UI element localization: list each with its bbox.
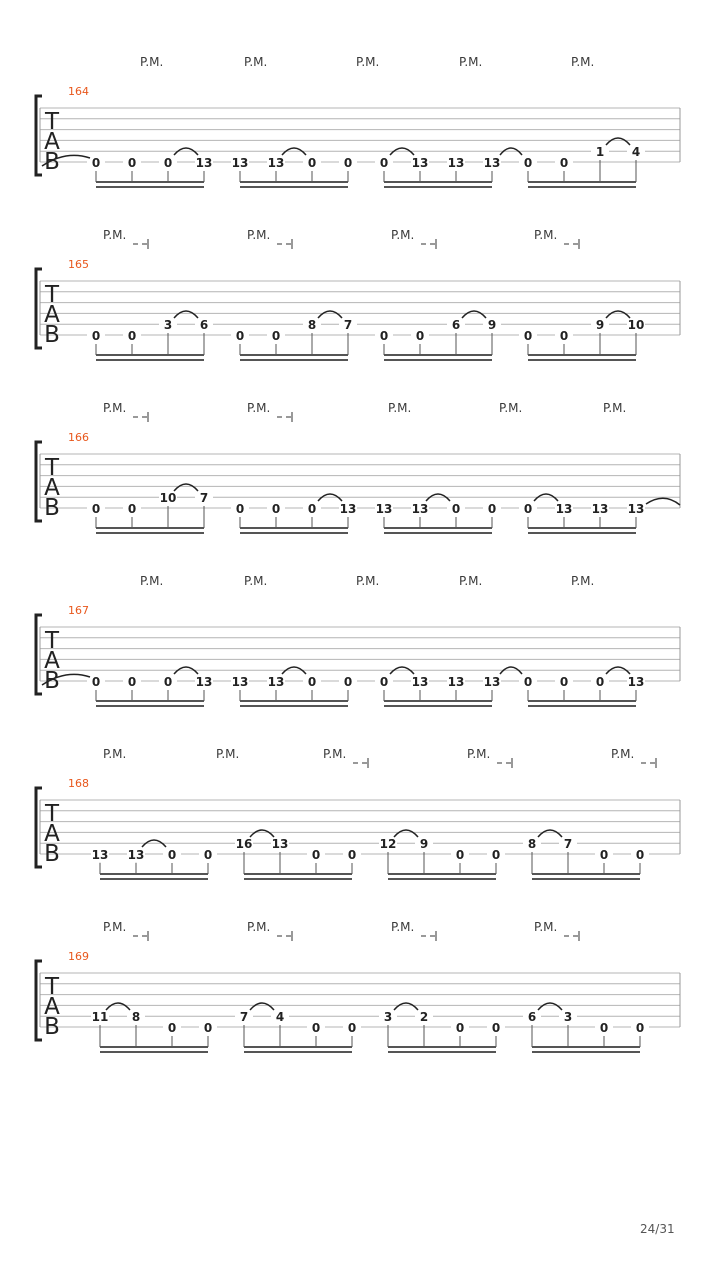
fret-number: 0	[91, 156, 101, 170]
fret-number: 13	[411, 675, 429, 689]
beat-group	[375, 148, 501, 187]
fret-number: 13	[627, 502, 645, 516]
fret-number: 0	[599, 848, 609, 862]
tie-arc	[538, 1003, 562, 1010]
fret-number: 12	[379, 837, 397, 851]
fret-number: 0	[491, 848, 501, 862]
page-number: 24/31	[640, 1222, 675, 1236]
fret-number: 0	[91, 502, 101, 516]
palm-mute-label: P.M.	[247, 401, 271, 415]
fret-number: 0	[635, 1021, 645, 1035]
fret-number: 0	[455, 848, 465, 862]
palm-mute-label: P.M.	[499, 401, 523, 415]
palm-mute-label: P.M.	[103, 747, 127, 761]
bar-number: 168	[68, 777, 89, 790]
fret-number: 8	[307, 318, 317, 332]
palm-mute-label: P.M.	[459, 574, 483, 588]
fret-number: 0	[347, 1021, 357, 1035]
fret-number: 13	[231, 675, 249, 689]
fret-number: 6	[451, 318, 461, 332]
palm-mute-label: P.M.	[391, 920, 415, 934]
fret-number: 9	[595, 318, 605, 332]
tab-clef-letter: B	[44, 841, 60, 867]
fret-number: 0	[379, 675, 389, 689]
fret-number: 6	[527, 1010, 537, 1024]
fret-number: 3	[563, 1010, 573, 1024]
fret-number: 0	[379, 156, 389, 170]
fret-number: 13	[271, 837, 289, 851]
fret-number: 13	[91, 847, 109, 862]
tab-clef-letter: B	[44, 322, 60, 348]
fret-number: 0	[451, 502, 461, 516]
fret-number: 11	[91, 1010, 109, 1024]
fret-number: 0	[163, 156, 173, 170]
beat-group	[375, 494, 501, 533]
tab-clef-letter: A	[44, 475, 60, 501]
fret-number: 0	[127, 156, 137, 170]
fret-number: 10	[627, 318, 645, 332]
palm-mute-label: P.M.	[140, 574, 164, 588]
beat-group	[91, 840, 217, 879]
palm-mute-label: P.M.	[388, 401, 412, 415]
bar-number: 166	[68, 431, 89, 444]
fret-number: 0	[91, 675, 101, 689]
fret-number: 0	[559, 329, 569, 343]
fret-number: 0	[311, 1021, 321, 1035]
fret-number: 0	[343, 675, 353, 689]
palm-mute-label: P.M.	[391, 228, 415, 242]
palm-mute-label: P.M.	[103, 228, 127, 242]
tie-arc	[318, 311, 342, 318]
bar-number: 164	[68, 85, 89, 98]
fret-number: 0	[599, 1021, 609, 1035]
tab-clef-letter: A	[44, 821, 60, 847]
fret-number: 13	[627, 675, 645, 689]
fret-number: 7	[239, 1010, 249, 1024]
palm-mute-label: P.M.	[467, 747, 491, 761]
fret-number: 13	[267, 675, 285, 689]
fret-number: 13	[447, 675, 465, 689]
beat-group	[519, 494, 645, 533]
beat-group	[231, 494, 357, 533]
tab-clef-letter: A	[44, 648, 60, 674]
system-165	[36, 228, 680, 360]
palm-mute-label: P.M.	[103, 401, 127, 415]
tab-clef-letter: B	[44, 495, 60, 521]
palm-mute-label: P.M.	[571, 55, 595, 69]
palm-mute-label: P.M.	[603, 401, 627, 415]
palm-mute-label: P.M.	[247, 228, 271, 242]
tab-clef-letter: T	[44, 109, 60, 135]
beat-group	[87, 667, 213, 706]
tab-clef-letter: T	[44, 628, 60, 654]
fret-number: 7	[199, 491, 209, 505]
tab-clef-letter: T	[44, 974, 60, 1000]
palm-mute-label: P.M.	[247, 920, 271, 934]
palm-mute-label: P.M.	[611, 747, 635, 761]
fret-number: 10	[159, 491, 177, 505]
palm-mute-label: P.M.	[244, 55, 268, 69]
fret-number: 0	[559, 675, 569, 689]
tie-arc	[174, 484, 198, 491]
fret-number: 9	[419, 837, 429, 851]
fret-number: 13	[231, 156, 249, 170]
beat-group	[231, 148, 357, 187]
beat-group	[87, 148, 213, 187]
fret-number: 0	[487, 502, 497, 516]
fret-number: 4	[275, 1010, 285, 1024]
fret-number: 8	[131, 1010, 141, 1024]
beat-group	[519, 667, 645, 706]
fret-number: 0	[523, 156, 533, 170]
fret-number: 13	[447, 156, 465, 170]
palm-mute-label: P.M.	[244, 574, 268, 588]
tie-arc	[174, 311, 198, 318]
palm-mute-label: P.M.	[534, 920, 558, 934]
bar-number: 169	[68, 950, 89, 963]
tab-clef-letter: B	[44, 149, 60, 175]
tie-arc	[606, 311, 630, 318]
fret-number: 0	[167, 848, 177, 862]
bar-number: 165	[68, 258, 89, 271]
fret-number: 13	[411, 156, 429, 170]
beat-group	[231, 667, 357, 706]
bar-number: 167	[68, 604, 89, 617]
tab-clef-letter: T	[44, 282, 60, 308]
system-167	[36, 574, 680, 706]
fret-number: 0	[235, 329, 245, 343]
fret-number: 0	[127, 502, 137, 516]
fret-number: 0	[167, 1021, 177, 1035]
tab-clef-letter: A	[44, 994, 60, 1020]
fret-number: 2	[419, 1010, 429, 1024]
fret-number: 13	[555, 502, 573, 516]
fret-number: 7	[563, 837, 573, 851]
palm-mute-label: P.M.	[356, 55, 380, 69]
palm-mute-label: P.M.	[323, 747, 347, 761]
fret-number: 0	[347, 848, 357, 862]
palm-mute-label: P.M.	[534, 228, 558, 242]
fret-number: 0	[595, 675, 605, 689]
fret-number: 0	[491, 1021, 501, 1035]
fret-number: 9	[487, 318, 497, 332]
tie-arc	[250, 1003, 274, 1010]
fret-number: 13	[267, 156, 285, 170]
tie-arc	[106, 1003, 130, 1010]
system-169	[36, 920, 680, 1052]
fret-number: 0	[127, 329, 137, 343]
fret-number: 0	[203, 848, 213, 862]
fret-number: 4	[631, 145, 641, 159]
tab-clef-letter: T	[44, 455, 60, 481]
fret-number: 13	[591, 502, 609, 516]
fret-number: 0	[523, 502, 533, 516]
tie-arc	[462, 311, 486, 318]
palm-mute-label: P.M.	[571, 574, 595, 588]
fret-number: 0	[127, 675, 137, 689]
tie-out-arc	[646, 498, 680, 505]
fret-number: 7	[343, 318, 353, 332]
system-168	[36, 747, 680, 879]
tie-arc	[250, 830, 274, 837]
fret-number: 0	[235, 502, 245, 516]
beat-group	[375, 667, 501, 706]
fret-number: 6	[199, 318, 209, 332]
fret-number: 0	[523, 329, 533, 343]
fret-number: 13	[127, 847, 145, 862]
palm-mute-label: P.M.	[356, 574, 380, 588]
tie-arc	[394, 1003, 418, 1010]
fret-number: 3	[163, 318, 173, 332]
tie-arc	[538, 830, 562, 837]
fret-number: 0	[343, 156, 353, 170]
tab-clef-letter: B	[44, 668, 60, 694]
fret-number: 0	[307, 502, 317, 516]
fret-number: 0	[379, 329, 389, 343]
fret-number: 1	[595, 145, 605, 159]
fret-number: 13	[195, 675, 213, 689]
tie-arc	[394, 830, 418, 837]
fret-number: 3	[383, 1010, 393, 1024]
fret-number: 13	[195, 156, 213, 170]
tab-clef-letter: A	[44, 129, 60, 155]
fret-number: 0	[271, 502, 281, 516]
palm-mute-label: P.M.	[459, 55, 483, 69]
tab-clef-letter: B	[44, 1014, 60, 1040]
system-166	[36, 401, 680, 533]
fret-number: 0	[307, 156, 317, 170]
fret-number: 13	[339, 502, 357, 516]
tab-clef-letter: A	[44, 302, 60, 328]
fret-number: 0	[163, 675, 173, 689]
system-164	[36, 55, 680, 187]
fret-number: 13	[375, 502, 393, 516]
fret-number: 0	[455, 1021, 465, 1035]
tie-arc	[606, 138, 630, 145]
palm-mute-label: P.M.	[216, 747, 240, 761]
fret-number: 0	[203, 1021, 213, 1035]
fret-number: 13	[411, 502, 429, 516]
palm-mute-label: P.M.	[140, 55, 164, 69]
tab-clef-letter: T	[44, 801, 60, 827]
fret-number: 13	[483, 156, 501, 170]
fret-number: 0	[91, 329, 101, 343]
palm-mute-label: P.M.	[103, 920, 127, 934]
fret-number: 0	[415, 329, 425, 343]
fret-number: 13	[483, 675, 501, 689]
fret-number: 0	[271, 329, 281, 343]
fret-number: 0	[559, 156, 569, 170]
fret-number: 0	[307, 675, 317, 689]
fret-number: 8	[527, 837, 537, 851]
fret-number: 0	[635, 848, 645, 862]
fret-number: 16	[235, 837, 253, 851]
fret-number: 0	[311, 848, 321, 862]
fret-number: 0	[523, 675, 533, 689]
